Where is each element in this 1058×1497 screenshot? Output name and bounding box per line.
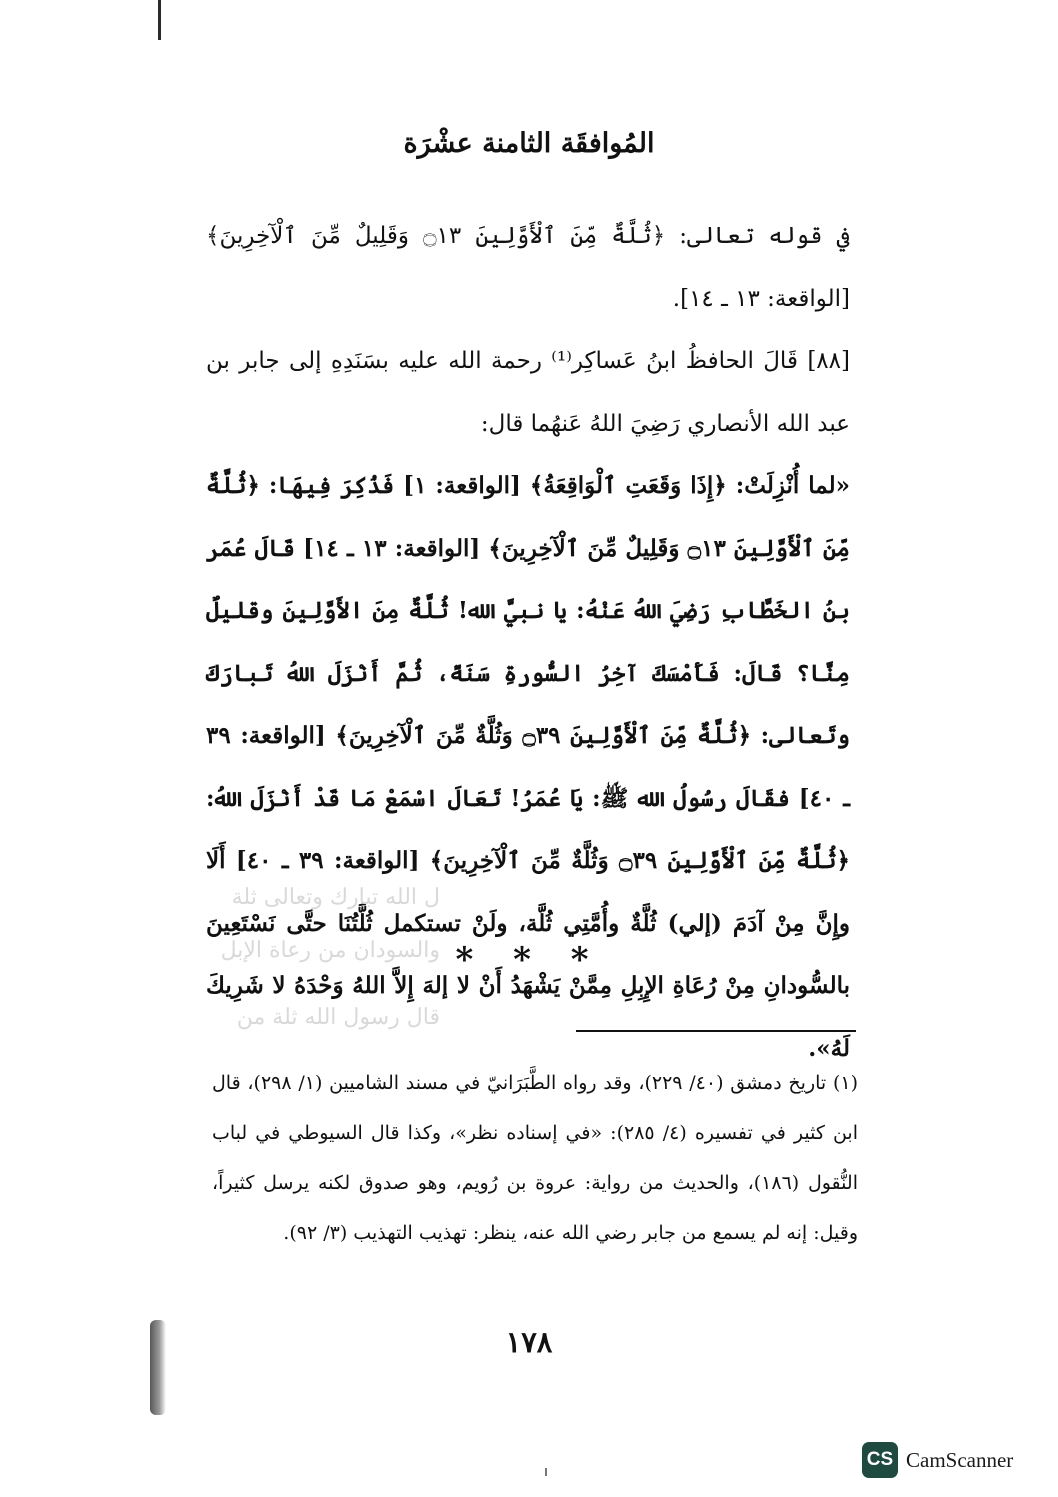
- camscanner-watermark: [862, 1441, 1013, 1479]
- footnote-1: (١) تاريخ دمشق (٤٠/ ٢٢٩)، وقد رواه الطَّبَرَانيّ في مسند الشاميين (١/ ٢٩٨)، قال ابن كثير في تفسيره (٤/ ٢٨٥): «في إسناده نظر»، وكذا قال السيوطي في لباب النُّقول (١٨٦)، والحديث من رواية: عروة بن رُويم، وهو صدوق لكنه يرسل كثيراً، وقيل: إنه لم يسمع من جابر رضي الله عنه، ينظر: تهذيب التهذيب (٣/ ٩٢).: [212, 1072, 859, 1244]
- camscanner-logo: CS: [862, 1442, 898, 1478]
- camscanner-label: CamScanner: [906, 1447, 1014, 1472]
- page-title: المُوافقَة الثامنة عشْرَة: [403, 128, 655, 159]
- footnotes: [212, 1058, 858, 1258]
- isnad-paragraph: [٨٨] قَالَ الحافظُ ابنُ عَساكِر⁽¹⁾ رحمة الله عليه بسَنَدِهِ إلى جابر بن عبد الله الأنصاري رَضِيَ اللهُ عَنهُما قال:: [206, 348, 850, 437]
- page-number: ١٧٨: [505, 1325, 553, 1359]
- footnote-divider: [576, 1030, 856, 1032]
- scan-dot-mark: [545, 1468, 547, 1476]
- section-separator: * * *: [455, 940, 603, 980]
- bleed-through-text: ﻗﺎﻝ ﺭﺳﻮﻝ ﺍﻟﻠﻪ ﺛﻠﺔ ﻣﻦ: [236, 1005, 440, 1030]
- verse-reference-paragraph: في قوله تعالى: ﴿ثُلَّةٌ مِّنَ ٱلْأَوَّلِينَ ۝١٣ وَقَلِيلٌ مِّنَ ٱلْآخِرِينَ﴾ [الواقعة: ١٣ ـ ١٤].: [206, 223, 850, 312]
- bleed-through-text: ﻝ ﺍﻟﻠﻪ ﺗﺒﺎﺭﻙ ﻭﺗﻌﺎﻟﻰ ﺛﻠﺔ: [231, 885, 440, 910]
- bleed-through-text: ﻭﺍﻟﺴﻮﺩﺍﻥ ﻣﻦ ﺭﻋﺎﺓ ﺍﻹﺑﻞ: [220, 938, 440, 963]
- scan-edge-mark: [158, 0, 161, 40]
- scan-edge-shadow: [150, 1320, 166, 1415]
- hadith-narration: «لما أُنْزِلَتْ: ﴿إِذَا وَقَعَتِ ٱلْوَاقِعَةُ﴾ [الواقعة: ١] فَذُكِرَ فِيهَا: ﴿ثُلَّةٌ مِّنَ ٱلْأَوَّلِينَ ۝١٣ وَقَلِيلٌ مِّنَ ٱلْآخِرِينَ﴾ [الواقعة: ١٣ ـ ١٤] قَالَ عُمَر بنُ الخَطَّابِ رَضِيَ اللهُ عَنْهُ: يا نبيَّ الله! ثُلَّةٌ مِنَ الأَوَّلِينَ وقليلٌ مِنَّا؟ قَالَ: فَأَمْسَكَ آخِرُ السُّورةِ سَنَةً، ثُمَّ أَنْزَلَ اللهُ تَبارَكَ وتَعالى: ﴿ثُلَّةٌ مِّنَ ٱلْأَوَّلِينَ ۝٣٩ وَثُلَّةٌ مِّنَ ٱلْآخِرِينَ﴾ [الواقعة: ٣٩ ـ ٤٠] فقَالَ رسُولُ الله ﷺ: يَا عُمَرُ! تَعَالَ اسْمَعْ مَا قَدْ أَنْزَلَ اللهُ: ﴿ثُلَّةٌ مِّنَ ٱلْأَوَّلِينَ ۝٣٩ وَثُلَّةٌ مِّنَ ٱلْآخِرِينَ﴾ [الواقعة: ٣٩ ـ ٤٠] أَلَا وإِنَّ مِنْ آدَمَ (إلي) ثُلَّةٌ وأُمَّتِي ثُلَّة، ولَنْ تستكمل ثُلَّتُنَا حتَّى نَسْتَعِينَ بالسُّودانِ مِنْ رُعَاةِ الإِبِلِ مِمَّنْ يَشْهَدُ أَنْ لا إلهَ إِلاَّ اللهُ وَحْدَهُ لا شَرِيكَ لَهُ».: [206, 472, 850, 1062]
